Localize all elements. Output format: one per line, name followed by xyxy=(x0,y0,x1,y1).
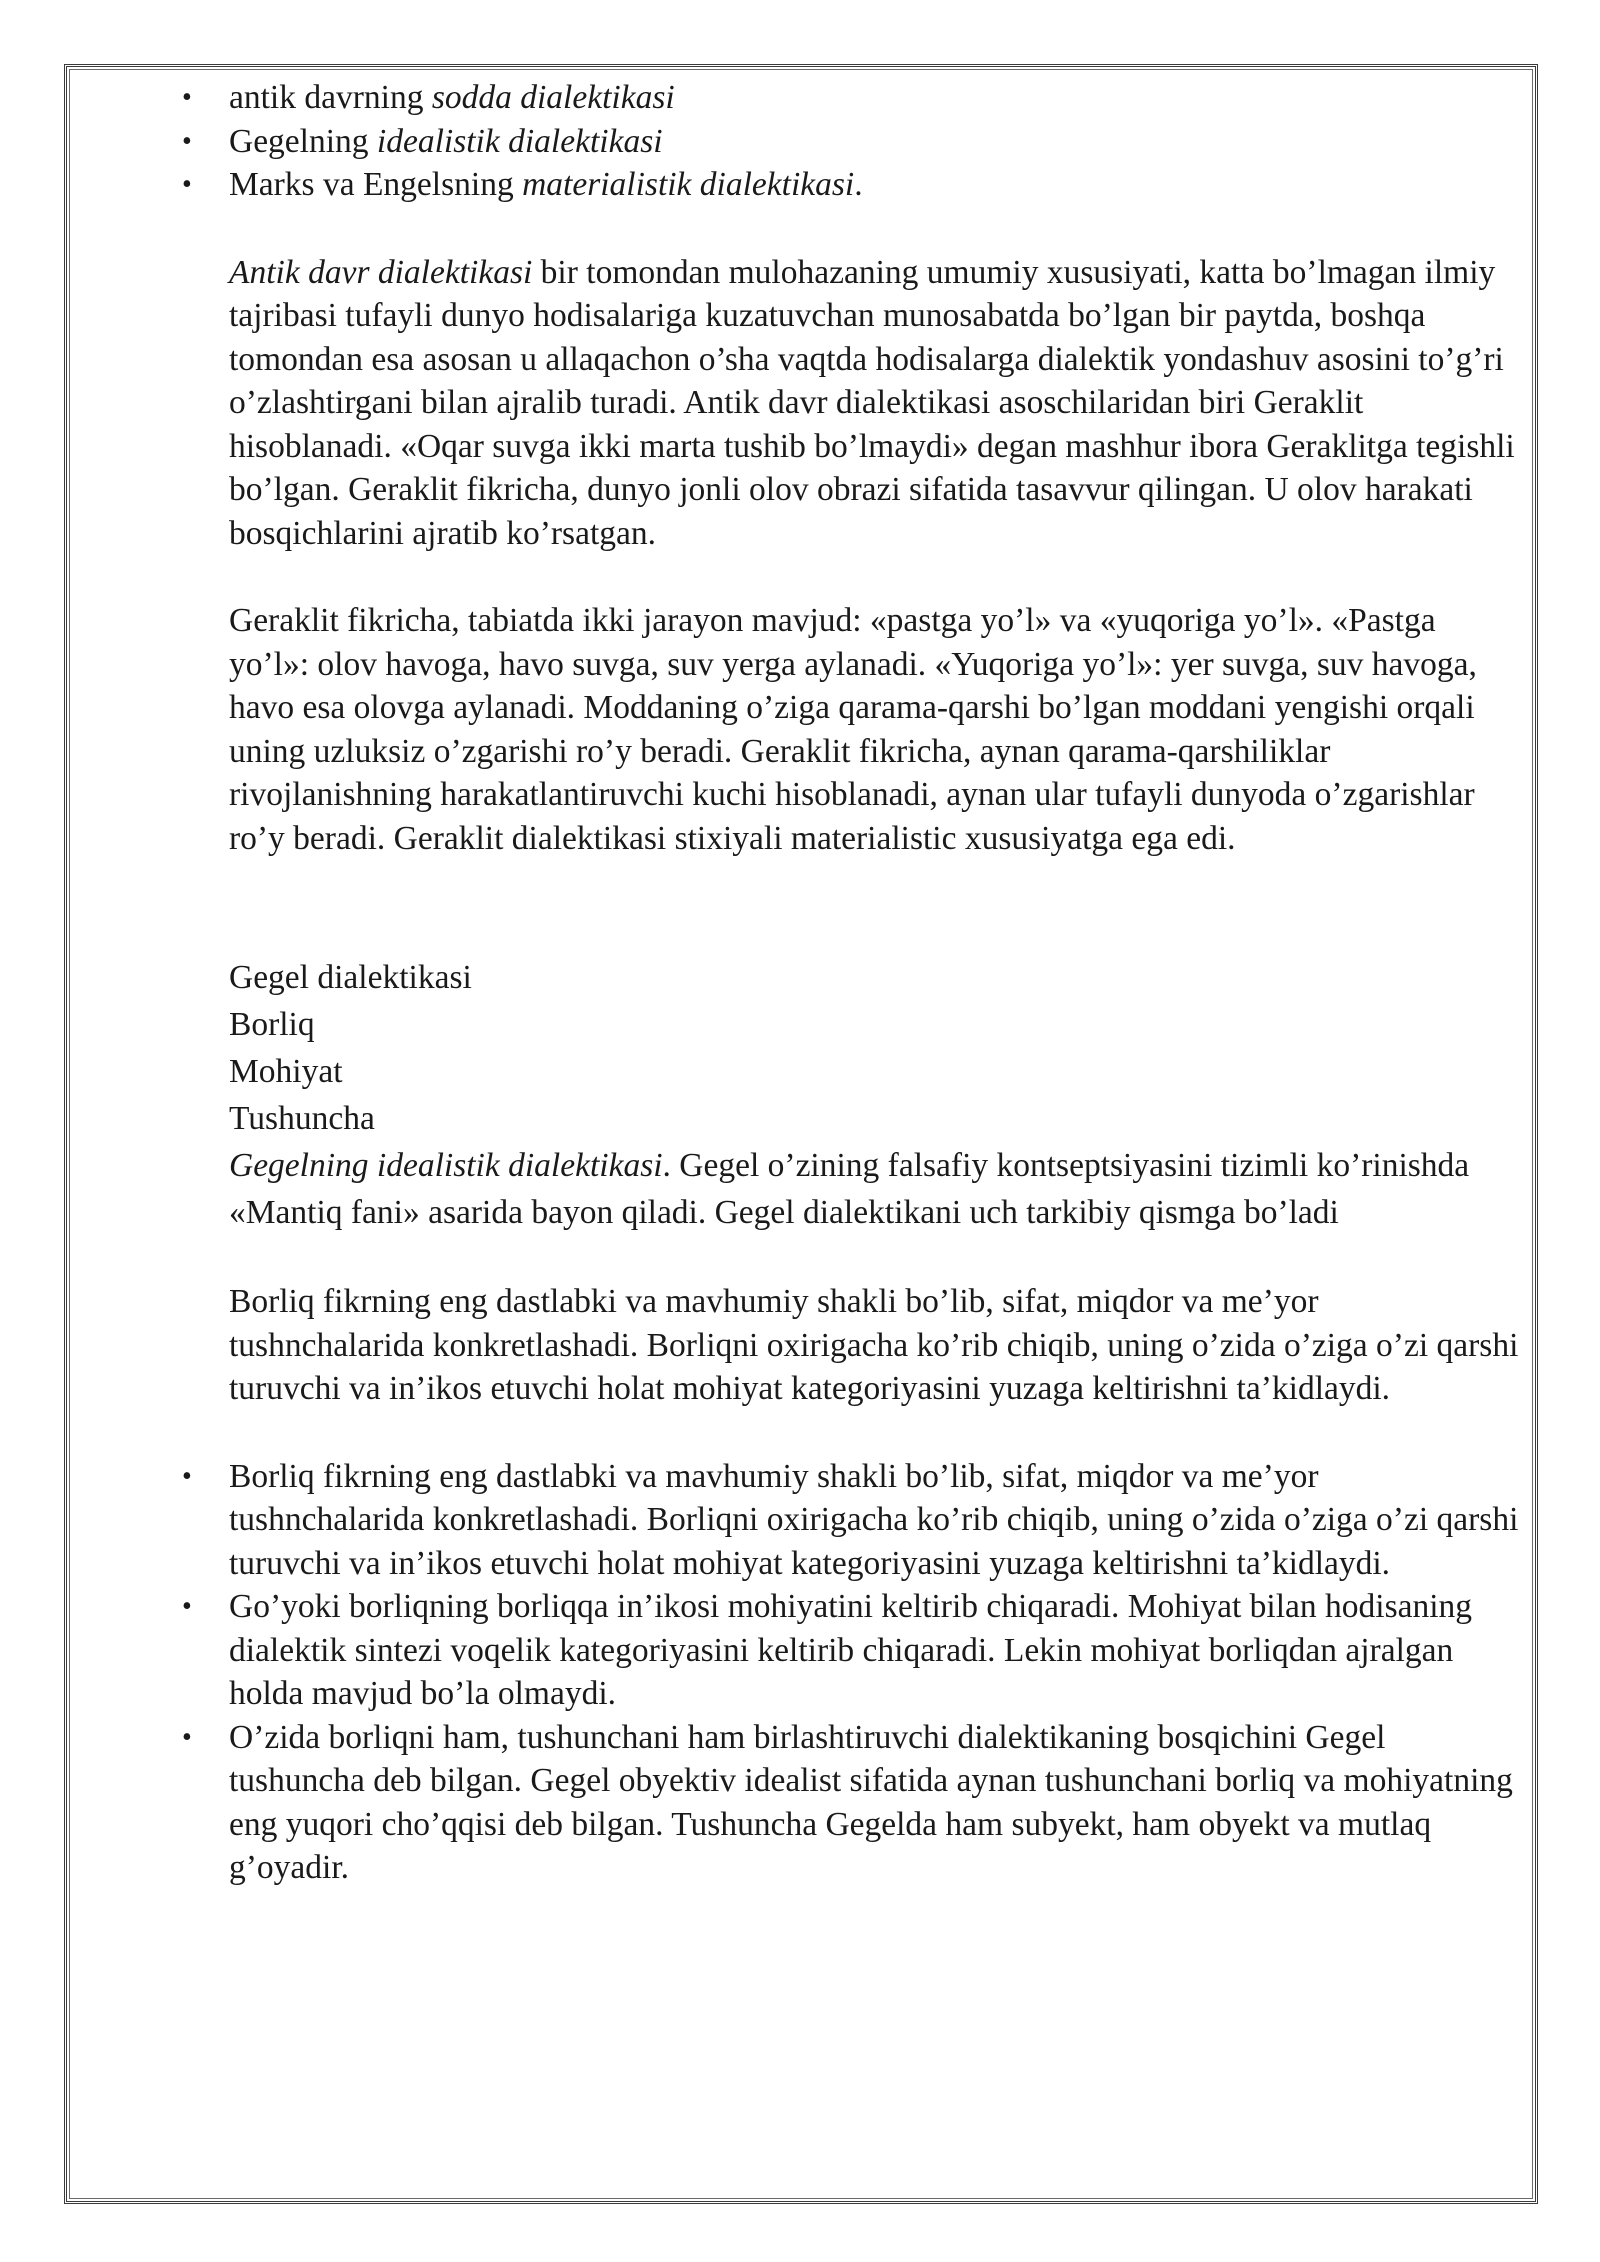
heading-tushuncha: Tushuncha xyxy=(229,1100,375,1137)
list-item xyxy=(132,76,1519,120)
list-item-plain: Marks va Engelsning xyxy=(229,166,523,203)
dialectics-types-list xyxy=(0,76,1519,207)
gegel-stages-list xyxy=(229,1455,1519,1890)
paragraph-borliq: Borliq fikrning eng dastlabki va mavhumiy shakli bo’lib, sifat, miqdor va me’yor tushnchalarida konkretlashadi. Borliqni oxirigacha ko’rib chiqib, uning o’zida o’ziga o’zi qarshi turuvchi va in’ikos etuvchi holat mohiyat kategoriyasini yuzaga keltirishni ta’kidlaydi. xyxy=(229,1283,1519,1407)
list-item xyxy=(132,120,1519,164)
paragraph-gegel xyxy=(229,1142,1519,1236)
list-item-tail: . xyxy=(854,166,863,203)
list-item: • Go’yoki borliqning borliqqa in’ikosi mohiyatini keltirib chiqaradi. Mohiyat bilan hodisaning dialektik sintezi voqelik kategoriyasini keltirib chiqaradi. Lekin mohiyat borliqdan ajralgan holda mavjud bo’la olmaydi. xyxy=(132,1585,1519,1716)
section-headings xyxy=(229,954,1519,1142)
list-item-italic: idealistik dialektikasi xyxy=(376,122,663,160)
heading-mohiyat: Mohiyat xyxy=(229,1053,343,1090)
list-item: • O’zida borliqni ham, tushunchani ham birlashtiruvchi dialektikaning bosqichini Gegel tushuncha deb bilgan. Gegel obyektiv idealist sifatida aynan tushunchani borliq va mohiyatning eng yuqori cho’qqisi deb bilgan. Tushuncha Gegelda ham subyekt, ham obyekt va mutlaq g’oyadir. xyxy=(132,1716,1519,1890)
paragraph-antik xyxy=(229,251,1519,556)
paragraph-geraklit: Geraklit fikricha, tabiatda ikki jarayon mavjud: «pastga yo’l» va «yuqoriga yo’l». «Pastga yo’l»: olov havoga, havo suvga, suv yerga aylanadi. «Yuqoriga yo’l»: yer suvga, suv havoga, havo esa olovga aylanadi. Moddaning o’ziga qarama-qarshi bo’lgan moddani yengishi orqali uning uzluksiz o’zgarishi ro’y beradi. Geraklit fikricha, aynan qarama-qarshiliklar rivojlanishning harakatlantiruvchi kuchi hisoblanadi, aynan ular tufayli dunyoda o’zgarishlar ro’y beradi. Geraklit dialektikasi stixiyali materialistic xususiyatga ega edi. xyxy=(229,602,1477,857)
list-item xyxy=(132,163,1519,207)
paragraph-gegel-text: . Gegel o’zining falsafiy kontseptsiyasini tizimli ko’rinishda «Mantiq fani» asarida bayon qiladi. Gegel dialektikani uch tarkibiy qismga bo’ladi xyxy=(229,1147,1470,1231)
list-item-italic: materialistik dialektikasi xyxy=(522,166,855,203)
list-item-plain: antik davrning xyxy=(229,79,432,116)
paragraph-antik-italic: Antik davr dialektikasi xyxy=(229,253,533,291)
heading-gegel: Gegel dialektikasi xyxy=(229,959,472,996)
heading-borliq: Borliq xyxy=(229,1006,315,1043)
list-item: • Borliq fikrning eng dastlabki va mavhumiy shakli bo’lib, sifat, miqdor va me’yor tushnchalarida konkretlashadi. Borliqni oxirigacha ko’rib chiqib, uning o’zida o’ziga o’zi qarshi turuvchi va in’ikos etuvchi holat mohiyat kategoriyasini yuzaga keltirishni ta’kidlaydi. xyxy=(132,1455,1519,1586)
list-item-plain: Gegelning xyxy=(229,122,377,160)
paragraph-gegel-italic: Gegelning idealistik dialektikasi xyxy=(229,1147,663,1184)
paragraph-antik-text: bir tomondan mulohazaning umumiy xususiyati, katta bo’lmagan ilmiy tajribasi tufayli dunyo hodisalariga kuzatuvchan munosabatda bo’lgan bir paytda, boshqa tomondan esa asosan u allaqachon o’sha vaqtda hodisalarga dialektik yondashuv asosini to’g’ri o’zlashtirgani bilan ajralib turadi. Antik davr dialektikasi asoschilaridan biri Geraklit hisoblanadi. «Oqar suvga ikki marta tushib bo’lmaydi» degan mashhur ibora Geraklitga tegishli bo’lgan. Geraklit fikricha, dunyo jonli olov obrazi sifatida tasavvur qilingan. U olov harakati bosqichlarini ajratib ko’rsatgan. xyxy=(229,253,1515,552)
list-item-italic: sodda dialektikasi xyxy=(431,79,675,116)
document-body xyxy=(229,76,1519,1890)
